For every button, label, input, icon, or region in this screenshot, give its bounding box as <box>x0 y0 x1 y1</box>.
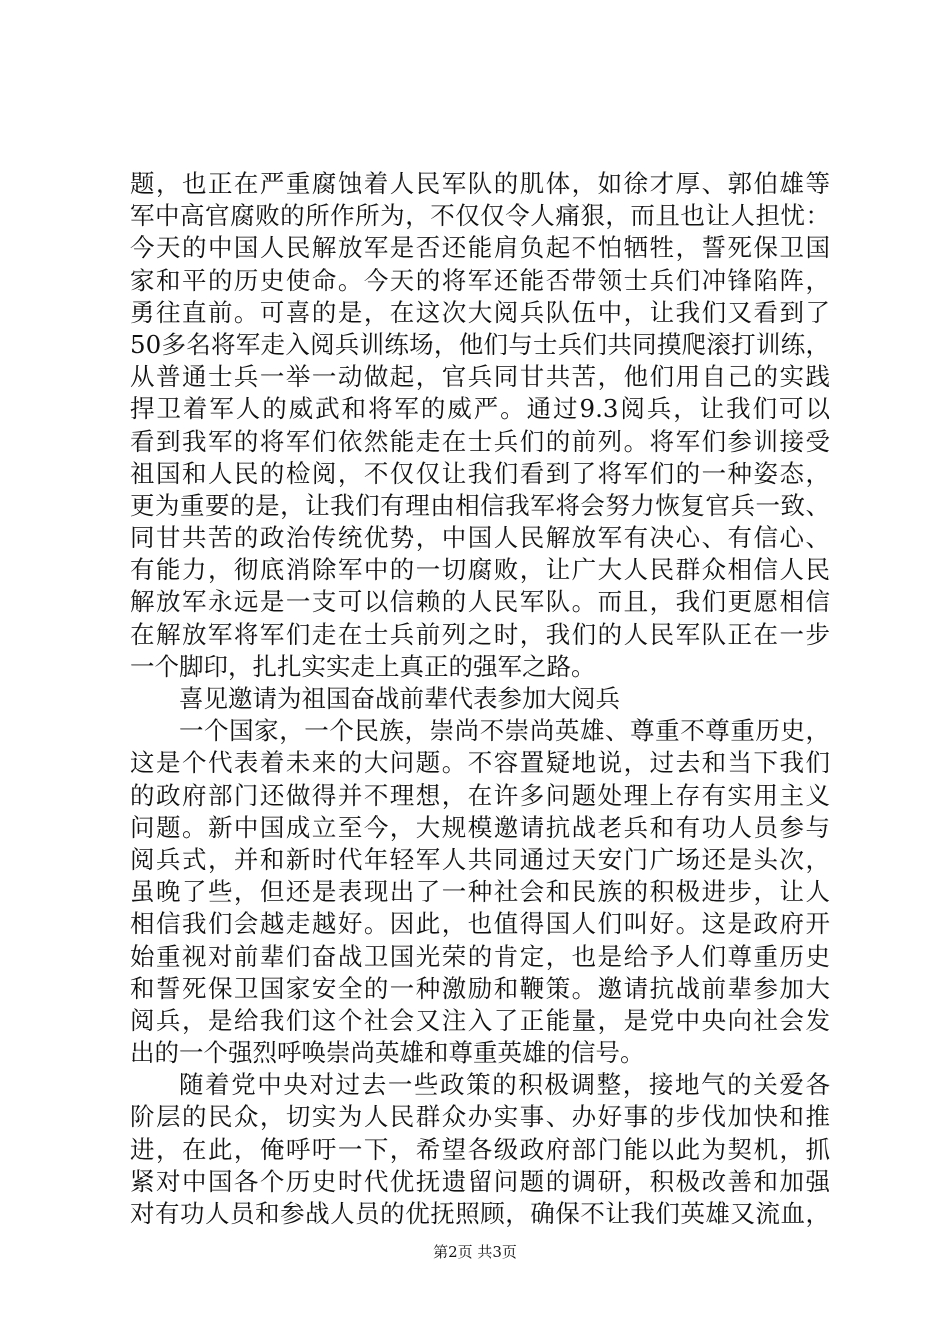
text-line: 家和平的历史使命。今天的将军还能否带领士兵们冲锋陷阵， <box>130 265 830 295</box>
text-line: 虽晚了些，但还是表现出了一种社会和民族的积极进步，让人 <box>130 877 830 907</box>
text-line: 随着党中央对过去一些政策的积极调整，接地气的关爱各 <box>179 1070 830 1100</box>
text-line: 50多名将军走入阅兵训练场，他们与士兵们共同摸爬滚打训练， <box>130 329 830 359</box>
page-footer: 第2页 共3页 <box>433 1243 517 1261</box>
text-line: 一个脚印，扎扎实实走上真正的强军之路。 <box>130 651 596 681</box>
paragraph <box>130 715 830 1069</box>
text-line: 和誓死保卫国家安全的一种激励和鞭策。邀请抗战前辈参加大 <box>130 973 830 1003</box>
text-line: 一个国家，一个民族，崇尚不崇尚英雄、尊重不尊重历史， <box>179 716 830 746</box>
text-line: 进，在此，俺呼吁一下，希望各级政府部门能以此为契机，抓 <box>130 1134 830 1164</box>
text-line: 更为重要的是，让我们有理由相信我军将会努力恢复官兵一致、 <box>130 490 830 520</box>
text-line: 喜见邀请为祖国奋战前辈代表参加大阅兵 <box>179 684 620 713</box>
text-line: 祖国和人民的检阅，不仅仅让我们看到了将军们的一种姿态， <box>130 458 830 488</box>
paragraph <box>130 1069 830 1230</box>
text-line: 今天的中国人民解放军是否还能肩负起不怕牺牲，誓死保卫国 <box>130 233 830 263</box>
text-line: 从普通士兵一举一动做起，官兵同甘共苦，他们用自己的实践 <box>130 362 830 392</box>
text-line: 阶层的民众，切实为人民群众办实事、办好事的步伐加快和推 <box>130 1102 830 1132</box>
paragraph <box>130 168 830 683</box>
text-line: 勇往直前。可喜的是，在这次大阅兵队伍中，让我们又看到了 <box>130 297 830 327</box>
text-line: 军中高官腐败的所作所为，不仅仅令人痛狠，而且也让人担忧： <box>130 201 830 231</box>
text-line: 阅兵，是给我们这个社会又注入了正能量，是党中央向社会发 <box>130 1005 830 1035</box>
text-line: 这是个代表着未来的大问题。不容置疑地说，过去和当下我们 <box>130 748 830 778</box>
text-line: 阅兵式，并和新时代年轻军人共同通过天安门广场还是头次， <box>130 844 830 874</box>
text-line: 问题。新中国成立至今，大规模邀请抗战老兵和有功人员参与 <box>130 812 830 842</box>
text-line: 题，也正在严重腐蚀着人民军队的肌体，如徐才厚、郭伯雄等 <box>130 169 830 198</box>
text-line: 有能力，彻底消除军中的一切腐败，让广大人民群众相信人民 <box>130 555 830 585</box>
text-line: 在解放军将军们走在士兵前列之时，我们的人民军队正在一步 <box>130 619 830 649</box>
text-line: 对有功人员和参战人员的优抚照顾，确保不让我们英雄又流血， <box>130 1199 830 1228</box>
text-line: 始重视对前辈们奋战卫国光荣的肯定，也是给予人们尊重历史 <box>130 941 830 971</box>
text-line: 出的一个强烈呼唤崇尚英雄和尊重英雄的信号。 <box>130 1038 645 1068</box>
paragraph <box>130 683 830 715</box>
text-line: 看到我军的将军们依然能走在士兵们的前列。将军们参训接受 <box>130 426 830 456</box>
text-line: 的政府部门还做得并不理想，在许多问题处理上存有实用主义 <box>130 780 830 810</box>
text-line: 相信我们会越走越好。因此，也值得国人们叫好。这是政府开 <box>130 909 830 939</box>
text-line: 捍卫着军人的威武和将军的威严。通过9.3阅兵，让我们可以 <box>130 394 830 424</box>
document-body <box>130 168 830 1230</box>
text-line: 紧对中国各个历史时代优抚遗留问题的调研，积极改善和加强 <box>130 1166 830 1196</box>
text-line: 解放军永远是一支可以信赖的人民军队。而且，我们更愿相信 <box>130 587 830 617</box>
text-line: 同甘共苦的政治传统优势，中国人民解放军有决心、有信心、 <box>130 523 830 553</box>
